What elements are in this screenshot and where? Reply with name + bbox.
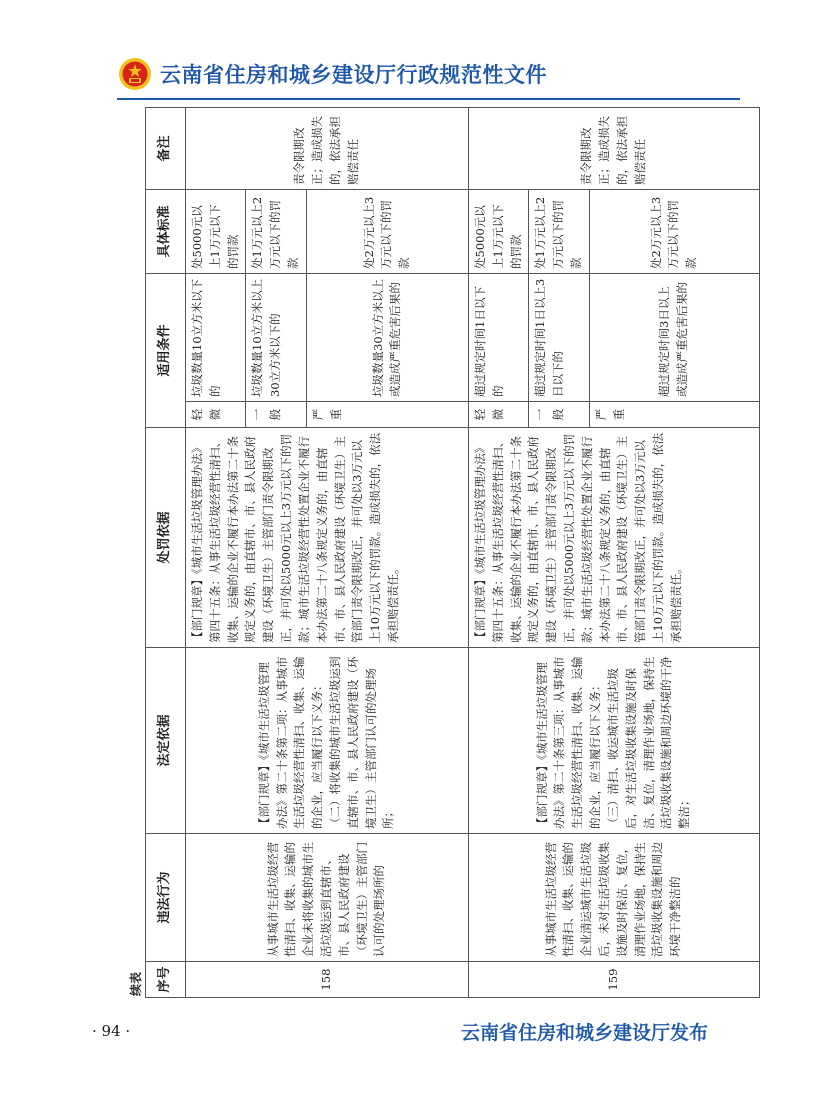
col-header-seq: 序号 [146,962,186,998]
row-violation: 从事城市生活垃圾经营性清扫、收集、运输的企业未将收集的城市生活垃圾运到直辖市、市、县人民政府建设（环境卫生）主管部门认可的处理场所的 [186,834,469,962]
document-header [118,54,718,94]
row-note: 责令限期改正；造成损失的，依法承担赔偿责任 [468,107,759,189]
document-header-title: 云南省住房和城乡建设厅行政规范性文件 [160,63,547,87]
row-legal-basis: 【部门规章】《城市生活垃圾管理办法》第二十条第三项：从事城市生活垃圾经营性清扫、收集、运输的企业，应当履行以下义务： （三）清扫、收运城市生活垃圾后，对生活垃圾收集设施及时保洁、复位，清理作业场地，保持生活垃圾收集设施和周边环境的干净整洁； [468,648,759,834]
level-standard: 处1万元以上2万元以下的罚款 [529,189,589,273]
table-row [186,107,246,997]
table-header-row [146,107,186,997]
level-condition: 垃圾数量30立方米以上或造成严重危害后果的 [306,273,468,401]
level-condition: 超过规定时间1日以下的 [468,273,528,401]
level-label: 轻微 [468,402,528,428]
level-standard: 处2万元以上3万元以下的罚款 [589,189,759,273]
level-standard: 处5000元以上1万元以下的罚款 [186,189,246,273]
col-header-legal: 法定依据 [146,648,186,834]
level-standard: 处1万元以上2万元以下的罚款 [246,189,306,273]
row-violation: 从事城市生活垃圾经营性清扫、收集、运输的企业清运城市生活垃圾后，未对生活垃圾收集设施及时保洁、复位，清理作业场地，保持生活垃圾收集设施和周边环境干净整洁的 [468,834,759,962]
col-header-std: 具体标准 [146,189,186,273]
rotated-table-area [128,108,740,998]
continued-label: 续表 [129,971,143,996]
level-label: 严重 [306,402,468,428]
level-standard: 处2万元以上3万元以下的罚款 [306,189,468,273]
col-header-penalty: 处罚依据 [146,428,186,648]
row-penalty-basis: 【部门规章】《城市生活垃圾管理办法》第四十五条：从事生活垃圾经营性清扫、收集、运输的企业不履行本办法第二十条规定义务的，由直辖市、市、县人民政府建设（环境卫生）主管部门责令限期改正，并可处以5000元以上3万元以下的罚款；城市生活垃圾经营性处置企业不履行本办法第二十八条规定义务的，由直辖市、市、县人民政府建设（环境卫生）主管部门责令限期改正，并可处以3万元以上10万元以下的罚款。造成损失的，依法承担赔偿责任。 [186,428,469,648]
national-emblem-icon [118,57,152,91]
level-label: 一般 [529,402,589,428]
row-seq: 158 [186,962,469,998]
row-penalty-basis: 【部门规章】《城市生活垃圾管理办法》第四十五条：从事生活垃圾经营性清扫、收集、运输的企业不履行本办法第二十条规定义务的，由直辖市、市、县人民政府建设（环境卫生）主管部门责令限期改正，并可处以5000元以上3万元以下的罚款；城市生活垃圾经营性处置企业不履行本办法第二十八条规定义务的，由直辖市、市、县人民政府建设（环境卫生）主管部门责令限期改正，并可处以3万元以上10万元以下的罚款。造成损失的，依法承担赔偿责任。 [468,428,759,648]
header-divider [117,98,740,100]
table-row [468,107,528,997]
level-condition: 超过规定时间1日以上3日以下的 [529,273,589,401]
col-header-cond: 适用条件 [146,273,186,427]
level-condition: 垃圾数量10立方米以上30立方米以下的 [246,273,306,401]
page-number: · 94 · [92,1022,131,1040]
col-header-note: 备注 [146,107,186,189]
level-label: 一般 [246,402,306,428]
row-seq: 159 [468,962,759,998]
level-label: 严重 [589,402,759,428]
penalty-standards-table [145,107,760,998]
level-condition: 超过规定时间3日以上或造成严重危害后果的 [589,273,759,401]
row-legal-basis: 【部门规章】《城市生活垃圾管理办法》第二十条第二项：从事城市生活垃圾经营性清扫、收集、运输的企业，应当履行以下义务： （二）将收集的城市生活垃圾运到直辖市、市、县人民政府建设（环境卫生）主管部门认可的处理场所； [186,648,469,834]
footer-publisher: 云南省住房和城乡建设厅发布 [460,1022,708,1044]
row-note: 责令限期改正；造成损失的，依法承担赔偿责任 [186,107,469,189]
level-standard: 处5000元以上1万元以下的罚款 [468,189,528,273]
col-header-act: 违法行为 [146,834,186,962]
level-condition: 垃圾数量10立方米以下的 [186,273,246,401]
level-label: 轻微 [186,402,246,428]
